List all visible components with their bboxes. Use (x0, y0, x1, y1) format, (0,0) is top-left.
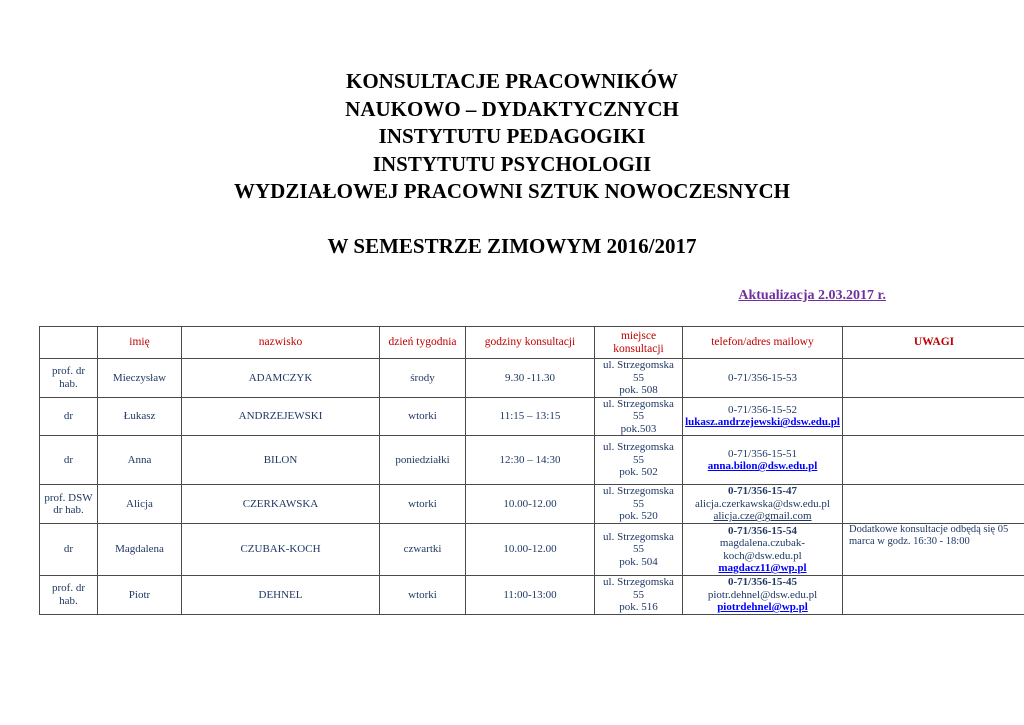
document-heading (0, 68, 1024, 206)
cell-place (595, 524, 683, 576)
cell-last-name: CZERKAWSKA (182, 485, 380, 524)
cell-title: prof. dr hab. (40, 576, 98, 615)
heading-line: NAUKOWO – DYDAKTYCZNYCH (345, 96, 679, 121)
email-link[interactable]: magdacz11@wp.pl (718, 562, 807, 574)
email-link[interactable]: anna.bilon@dsw.edu.pl (707, 460, 818, 472)
header-contact: telefon/adres mailowy (683, 327, 843, 359)
cell-note (843, 436, 1024, 485)
cell-place (595, 359, 683, 398)
header-first-name: imię (98, 327, 182, 359)
cell-place (595, 485, 683, 524)
cell-note (843, 397, 1024, 436)
update-date: Aktualizacja 2.03.2017 r. (738, 288, 886, 303)
place-room: pok.503 (620, 422, 657, 435)
place-street: ul. Strzegomska 55 (603, 576, 674, 601)
cell-note (843, 576, 1024, 615)
phone-number: 0-71/356-15-54 (727, 524, 798, 537)
header-last-name: nazwisko (182, 327, 380, 359)
table-row (40, 485, 1024, 524)
email-text: piotr.dehnel@dsw.edu.pl (707, 588, 818, 601)
cell-contact (683, 524, 843, 576)
place-street: ul. Strzegomska 55 (603, 441, 674, 466)
place-street: ul. Strzegomska 55 (603, 485, 674, 510)
cell-last-name: CZUBAK-KOCH (182, 524, 380, 576)
place-room: pok. 516 (619, 601, 658, 613)
heading-line: WYDZIAŁOWEJ PRACOWNI SZTUK NOWOCZESNYCH (234, 179, 790, 203)
semester-title: W SEMESTRZE ZIMOWYM 2016/2017 (327, 234, 697, 258)
phone-number: 0-71/356-15-53 (727, 371, 798, 384)
cell-first-name: Mieczysław (98, 359, 182, 398)
header-place: miejsce konsultacji (595, 327, 683, 359)
table-header-row (40, 327, 1024, 359)
cell-place (595, 436, 683, 485)
cell-title: dr (40, 436, 98, 485)
table-row (40, 576, 1024, 615)
cell-first-name: Anna (98, 436, 182, 485)
cell-title: prof. DSW dr hab. (40, 485, 98, 524)
place-street: ul. Strzegomska 55 (603, 397, 674, 422)
table-row (40, 524, 1024, 576)
place-room: pok. 502 (619, 466, 658, 479)
cell-first-name: Alicja (98, 485, 182, 524)
place-street: ul. Strzegomska 55 (603, 359, 674, 384)
cell-hours: 10.00-12.00 (466, 524, 595, 576)
cell-contact (683, 359, 843, 398)
header-notes: UWAGI (843, 327, 1024, 359)
cell-hours: 11:00-13:00 (466, 576, 595, 615)
table-row (40, 436, 1024, 485)
phone-number: 0-71/356-15-52 (727, 403, 798, 416)
heading-line: INSTYTUTU PSYCHOLOGII (372, 151, 652, 176)
cell-day: wtorki (380, 397, 466, 436)
table-row (40, 359, 1024, 398)
cell-title: prof. dr hab. (40, 359, 98, 398)
place-room: pok. 504 (619, 555, 658, 568)
cell-day: czwartki (380, 524, 466, 576)
cell-first-name: Łukasz (98, 397, 182, 436)
cell-title: dr (40, 397, 98, 436)
cell-day: poniedziałki (380, 436, 466, 485)
cell-first-name: Piotr (98, 576, 182, 615)
place-street: ul. Strzegomska 55 (603, 530, 674, 556)
header-day: dzień tygodnia (380, 327, 466, 359)
cell-contact (683, 576, 843, 615)
consultation-table (39, 326, 1024, 615)
header-title (40, 327, 98, 359)
cell-contact (683, 397, 843, 436)
cell-day: wtorki (380, 576, 466, 615)
cell-contact (683, 485, 843, 524)
cell-day: wtorki (380, 485, 466, 524)
phone-number: 0-71/356-15-51 (727, 447, 798, 460)
email-link[interactable]: piotrdehnel@wp.pl (717, 601, 808, 613)
cell-note (843, 359, 1024, 398)
cell-title: dr (40, 524, 98, 576)
cell-hours: 12:30 – 14:30 (466, 436, 595, 485)
phone-number: 0-71/356-15-47 (727, 485, 798, 498)
cell-note (843, 485, 1024, 524)
cell-note: Dodatkowe konsultacje odbędą się 05 marca w godz. 16:30 - 18:00 (843, 524, 1024, 576)
cell-contact (683, 436, 843, 485)
email-text: alicja.czerkawska@dsw.edu.pl (695, 497, 830, 510)
email-link[interactable]: lukasz.andrzejewski@dsw.edu.pl (685, 416, 840, 429)
place-room: pok. 520 (619, 510, 658, 523)
cell-hours: 11:15 – 13:15 (466, 397, 595, 436)
cell-first-name: Magdalena (98, 524, 182, 576)
cell-last-name: DEHNEL (182, 576, 380, 615)
table-row (40, 397, 1024, 436)
phone-number: 0-71/356-15-45 (727, 576, 798, 588)
cell-last-name: ANDRZEJEWSKI (182, 397, 380, 436)
heading-line: INSTYTUTU PEDAGOGIKI (378, 124, 646, 148)
heading-line: KONSULTACJE PRACOWNIKÓW (346, 69, 678, 93)
cell-last-name: ADAMCZYK (182, 359, 380, 398)
place-room: pok. 508 (619, 384, 658, 396)
cell-place (595, 397, 683, 436)
cell-hours: 9.30 -11.30 (466, 359, 595, 398)
cell-day: środy (380, 359, 466, 398)
cell-hours: 10.00-12.00 (466, 485, 595, 524)
cell-place (595, 576, 683, 615)
email-text: magdalena.czubak-koch@dsw.edu.pl (719, 537, 806, 562)
header-hours: godziny konsultacji (466, 327, 595, 359)
email-link[interactable]: alicja.cze@gmail.com (713, 510, 812, 523)
cell-last-name: BILON (182, 436, 380, 485)
